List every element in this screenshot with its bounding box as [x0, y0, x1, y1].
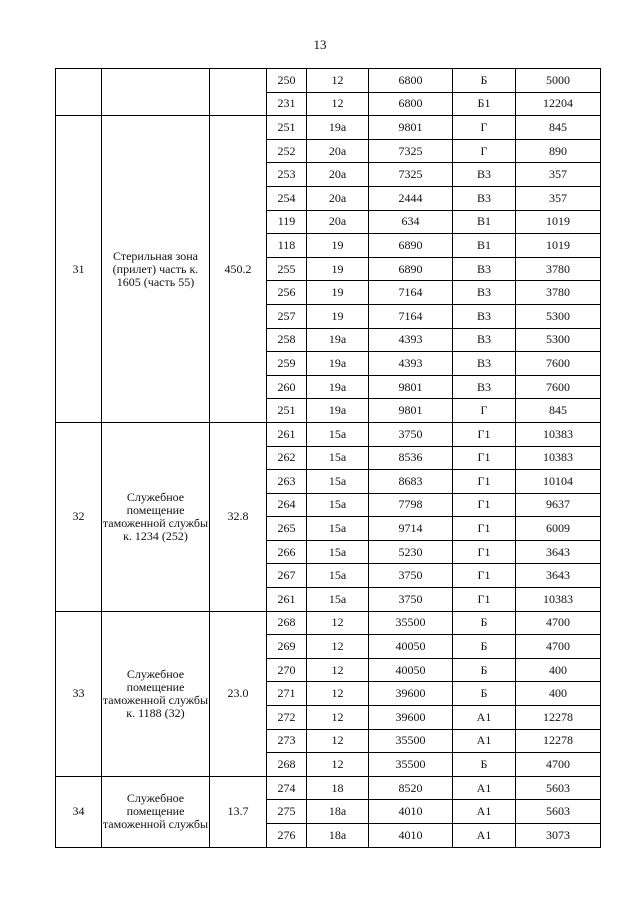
grid-axis-cell: 19 — [307, 281, 369, 305]
distance-cell: 4010 — [369, 824, 453, 848]
grid-axis-cell: 20а — [307, 186, 369, 210]
distance-cell: 3750 — [369, 588, 453, 612]
grid-letter-cell: А1 — [453, 824, 516, 848]
grid-axis-cell: 19 — [307, 234, 369, 258]
value-cell: 4700 — [516, 611, 601, 635]
grid-axis-cell: 12 — [307, 682, 369, 706]
value-cell: 890 — [516, 139, 601, 163]
grid-letter-cell: Б — [453, 658, 516, 682]
distance-cell: 6890 — [369, 234, 453, 258]
grid-letter-cell: Г1 — [453, 564, 516, 588]
value-cell: 1019 — [516, 234, 601, 258]
grid-letter-cell: А1 — [453, 706, 516, 730]
distance-cell: 40050 — [369, 658, 453, 682]
data-table — [55, 68, 601, 848]
value-cell: 3643 — [516, 564, 601, 588]
grid-axis-cell: 19а — [307, 352, 369, 376]
value-cell: 4700 — [516, 753, 601, 777]
grid-axis-cell: 18 — [307, 776, 369, 800]
value-cell: 1019 — [516, 210, 601, 234]
distance-cell: 8520 — [369, 776, 453, 800]
grid-axis-cell: 15а — [307, 470, 369, 494]
point-number-cell: 267 — [267, 564, 307, 588]
grid-letter-cell: В3 — [453, 352, 516, 376]
grid-axis-cell: 19а — [307, 375, 369, 399]
grid-letter-cell: В3 — [453, 163, 516, 187]
grid-axis-cell: 12 — [307, 729, 369, 753]
page-number: 13 — [313, 37, 327, 52]
grid-axis-cell: 18а — [307, 824, 369, 848]
distance-cell: 6800 — [369, 69, 453, 93]
distance-cell: 9714 — [369, 517, 453, 541]
grid-letter-cell: В3 — [453, 328, 516, 352]
value-cell: 5300 — [516, 328, 601, 352]
value-cell: 7600 — [516, 375, 601, 399]
table-body — [56, 69, 601, 848]
group-name-cell: Стерильная зона (прилет) часть к. 1605 (часть 55) — [102, 116, 210, 423]
group-number-cell: 34 — [56, 776, 102, 847]
distance-cell: 9801 — [369, 375, 453, 399]
distance-cell: 39600 — [369, 682, 453, 706]
grid-letter-cell: Б — [453, 753, 516, 777]
value-cell: 845 — [516, 399, 601, 423]
distance-cell: 4393 — [369, 328, 453, 352]
value-cell: 10104 — [516, 470, 601, 494]
distance-cell: 3750 — [369, 422, 453, 446]
value-cell: 10383 — [516, 446, 601, 470]
value-cell: 845 — [516, 116, 601, 140]
grid-axis-cell: 15а — [307, 588, 369, 612]
point-number-cell: 265 — [267, 517, 307, 541]
point-number-cell: 118 — [267, 234, 307, 258]
grid-axis-cell: 12 — [307, 635, 369, 659]
point-number-cell: 273 — [267, 729, 307, 753]
point-number-cell: 261 — [267, 588, 307, 612]
point-number-cell: 231 — [267, 92, 307, 116]
grid-axis-cell: 15а — [307, 564, 369, 588]
point-number-cell: 257 — [267, 304, 307, 328]
point-number-cell: 250 — [267, 69, 307, 93]
value-cell: 5300 — [516, 304, 601, 328]
point-number-cell: 252 — [267, 139, 307, 163]
grid-letter-cell: А1 — [453, 800, 516, 824]
grid-letter-cell: Г1 — [453, 540, 516, 564]
value-cell: 9637 — [516, 493, 601, 517]
value-cell: 7600 — [516, 352, 601, 376]
grid-axis-cell: 12 — [307, 658, 369, 682]
grid-axis-cell: 19а — [307, 328, 369, 352]
grid-letter-cell: А1 — [453, 729, 516, 753]
point-number-cell: 259 — [267, 352, 307, 376]
value-cell: 3780 — [516, 257, 601, 281]
distance-cell: 3750 — [369, 564, 453, 588]
group-name-cell: Служебное помещение таможенной службы к. 1234 (252) — [102, 422, 210, 611]
point-number-cell: 251 — [267, 399, 307, 423]
grid-letter-cell: В3 — [453, 257, 516, 281]
value-cell: 3643 — [516, 540, 601, 564]
distance-cell: 9801 — [369, 116, 453, 140]
point-number-cell: 262 — [267, 446, 307, 470]
table-row — [56, 776, 601, 800]
value-cell: 12278 — [516, 706, 601, 730]
grid-letter-cell: Б1 — [453, 92, 516, 116]
point-number-cell: 264 — [267, 493, 307, 517]
value-cell: 3780 — [516, 281, 601, 305]
group-area-cell: 23.0 — [210, 611, 267, 776]
distance-cell: 2444 — [369, 186, 453, 210]
distance-cell: 7164 — [369, 281, 453, 305]
distance-cell: 8536 — [369, 446, 453, 470]
point-number-cell: 271 — [267, 682, 307, 706]
grid-axis-cell: 15а — [307, 517, 369, 541]
grid-axis-cell: 20а — [307, 210, 369, 234]
grid-letter-cell: В3 — [453, 304, 516, 328]
point-number-cell: 258 — [267, 328, 307, 352]
grid-letter-cell: Б — [453, 635, 516, 659]
distance-cell: 7325 — [369, 139, 453, 163]
value-cell: 5603 — [516, 776, 601, 800]
value-cell: 12204 — [516, 92, 601, 116]
distance-cell: 35500 — [369, 611, 453, 635]
table-row — [56, 116, 601, 140]
value-cell: 12278 — [516, 729, 601, 753]
distance-cell: 39600 — [369, 706, 453, 730]
group-name-cell — [102, 69, 210, 116]
distance-cell: 35500 — [369, 729, 453, 753]
grid-letter-cell: В3 — [453, 281, 516, 305]
point-number-cell: 254 — [267, 186, 307, 210]
group-name-cell: Служебное помещение таможенной службы к. 1188 (32) — [102, 611, 210, 776]
value-cell: 357 — [516, 186, 601, 210]
grid-letter-cell: В3 — [453, 375, 516, 399]
group-area-cell: 13.7 — [210, 776, 267, 847]
value-cell: 6009 — [516, 517, 601, 541]
grid-letter-cell: Б — [453, 682, 516, 706]
grid-axis-cell: 15а — [307, 540, 369, 564]
grid-axis-cell: 20а — [307, 163, 369, 187]
point-number-cell: 266 — [267, 540, 307, 564]
grid-letter-cell: Г — [453, 116, 516, 140]
group-area-cell — [210, 69, 267, 116]
grid-axis-cell: 12 — [307, 753, 369, 777]
group-number-cell: 31 — [56, 116, 102, 423]
point-number-cell: 268 — [267, 753, 307, 777]
grid-letter-cell: Г — [453, 139, 516, 163]
point-number-cell: 251 — [267, 116, 307, 140]
point-number-cell: 260 — [267, 375, 307, 399]
grid-axis-cell: 19 — [307, 257, 369, 281]
group-number-cell — [56, 69, 102, 116]
grid-letter-cell: Б — [453, 611, 516, 635]
grid-letter-cell: В1 — [453, 234, 516, 258]
point-number-cell: 253 — [267, 163, 307, 187]
grid-letter-cell: Г1 — [453, 517, 516, 541]
grid-letter-cell: Г1 — [453, 422, 516, 446]
value-cell: 357 — [516, 163, 601, 187]
point-number-cell: 269 — [267, 635, 307, 659]
grid-axis-cell: 19а — [307, 399, 369, 423]
table-row — [56, 422, 601, 446]
point-number-cell: 261 — [267, 422, 307, 446]
grid-axis-cell: 15а — [307, 422, 369, 446]
grid-axis-cell: 18а — [307, 800, 369, 824]
grid-axis-cell: 12 — [307, 611, 369, 635]
group-number-cell: 32 — [56, 422, 102, 611]
value-cell: 5000 — [516, 69, 601, 93]
distance-cell: 4393 — [369, 352, 453, 376]
distance-cell: 634 — [369, 210, 453, 234]
grid-axis-cell: 15а — [307, 493, 369, 517]
value-cell: 5603 — [516, 800, 601, 824]
distance-cell: 6800 — [369, 92, 453, 116]
group-area-cell: 32.8 — [210, 422, 267, 611]
distance-cell: 7325 — [369, 163, 453, 187]
grid-letter-cell: А1 — [453, 776, 516, 800]
group-name-cell: Служебное помещение таможенной службы — [102, 776, 210, 847]
grid-letter-cell: Б — [453, 69, 516, 93]
group-area-cell: 450.2 — [210, 116, 267, 423]
value-cell: 4700 — [516, 635, 601, 659]
table-row — [56, 69, 601, 93]
value-cell: 400 — [516, 658, 601, 682]
grid-letter-cell: В1 — [453, 210, 516, 234]
distance-cell: 7798 — [369, 493, 453, 517]
grid-letter-cell: Г1 — [453, 493, 516, 517]
point-number-cell: 272 — [267, 706, 307, 730]
value-cell: 3073 — [516, 824, 601, 848]
distance-cell: 9801 — [369, 399, 453, 423]
grid-axis-cell: 12 — [307, 706, 369, 730]
distance-cell: 40050 — [369, 635, 453, 659]
distance-cell: 7164 — [369, 304, 453, 328]
distance-cell: 5230 — [369, 540, 453, 564]
point-number-cell: 268 — [267, 611, 307, 635]
grid-letter-cell: Г1 — [453, 446, 516, 470]
grid-axis-cell: 19 — [307, 304, 369, 328]
grid-axis-cell: 19а — [307, 116, 369, 140]
point-number-cell: 256 — [267, 281, 307, 305]
point-number-cell: 270 — [267, 658, 307, 682]
grid-axis-cell: 15а — [307, 446, 369, 470]
distance-cell: 4010 — [369, 800, 453, 824]
grid-letter-cell: Г1 — [453, 588, 516, 612]
distance-cell: 6890 — [369, 257, 453, 281]
distance-cell: 35500 — [369, 753, 453, 777]
table-row — [56, 611, 601, 635]
grid-axis-cell: 20а — [307, 139, 369, 163]
grid-axis-cell: 12 — [307, 69, 369, 93]
point-number-cell: 275 — [267, 800, 307, 824]
point-number-cell: 263 — [267, 470, 307, 494]
grid-letter-cell: Г1 — [453, 470, 516, 494]
point-number-cell: 119 — [267, 210, 307, 234]
distance-cell: 8683 — [369, 470, 453, 494]
point-number-cell: 276 — [267, 824, 307, 848]
grid-axis-cell: 12 — [307, 92, 369, 116]
value-cell: 10383 — [516, 588, 601, 612]
value-cell: 400 — [516, 682, 601, 706]
point-number-cell: 255 — [267, 257, 307, 281]
value-cell: 10383 — [516, 422, 601, 446]
group-number-cell: 33 — [56, 611, 102, 776]
grid-letter-cell: Г — [453, 399, 516, 423]
point-number-cell: 274 — [267, 776, 307, 800]
grid-letter-cell: В3 — [453, 186, 516, 210]
